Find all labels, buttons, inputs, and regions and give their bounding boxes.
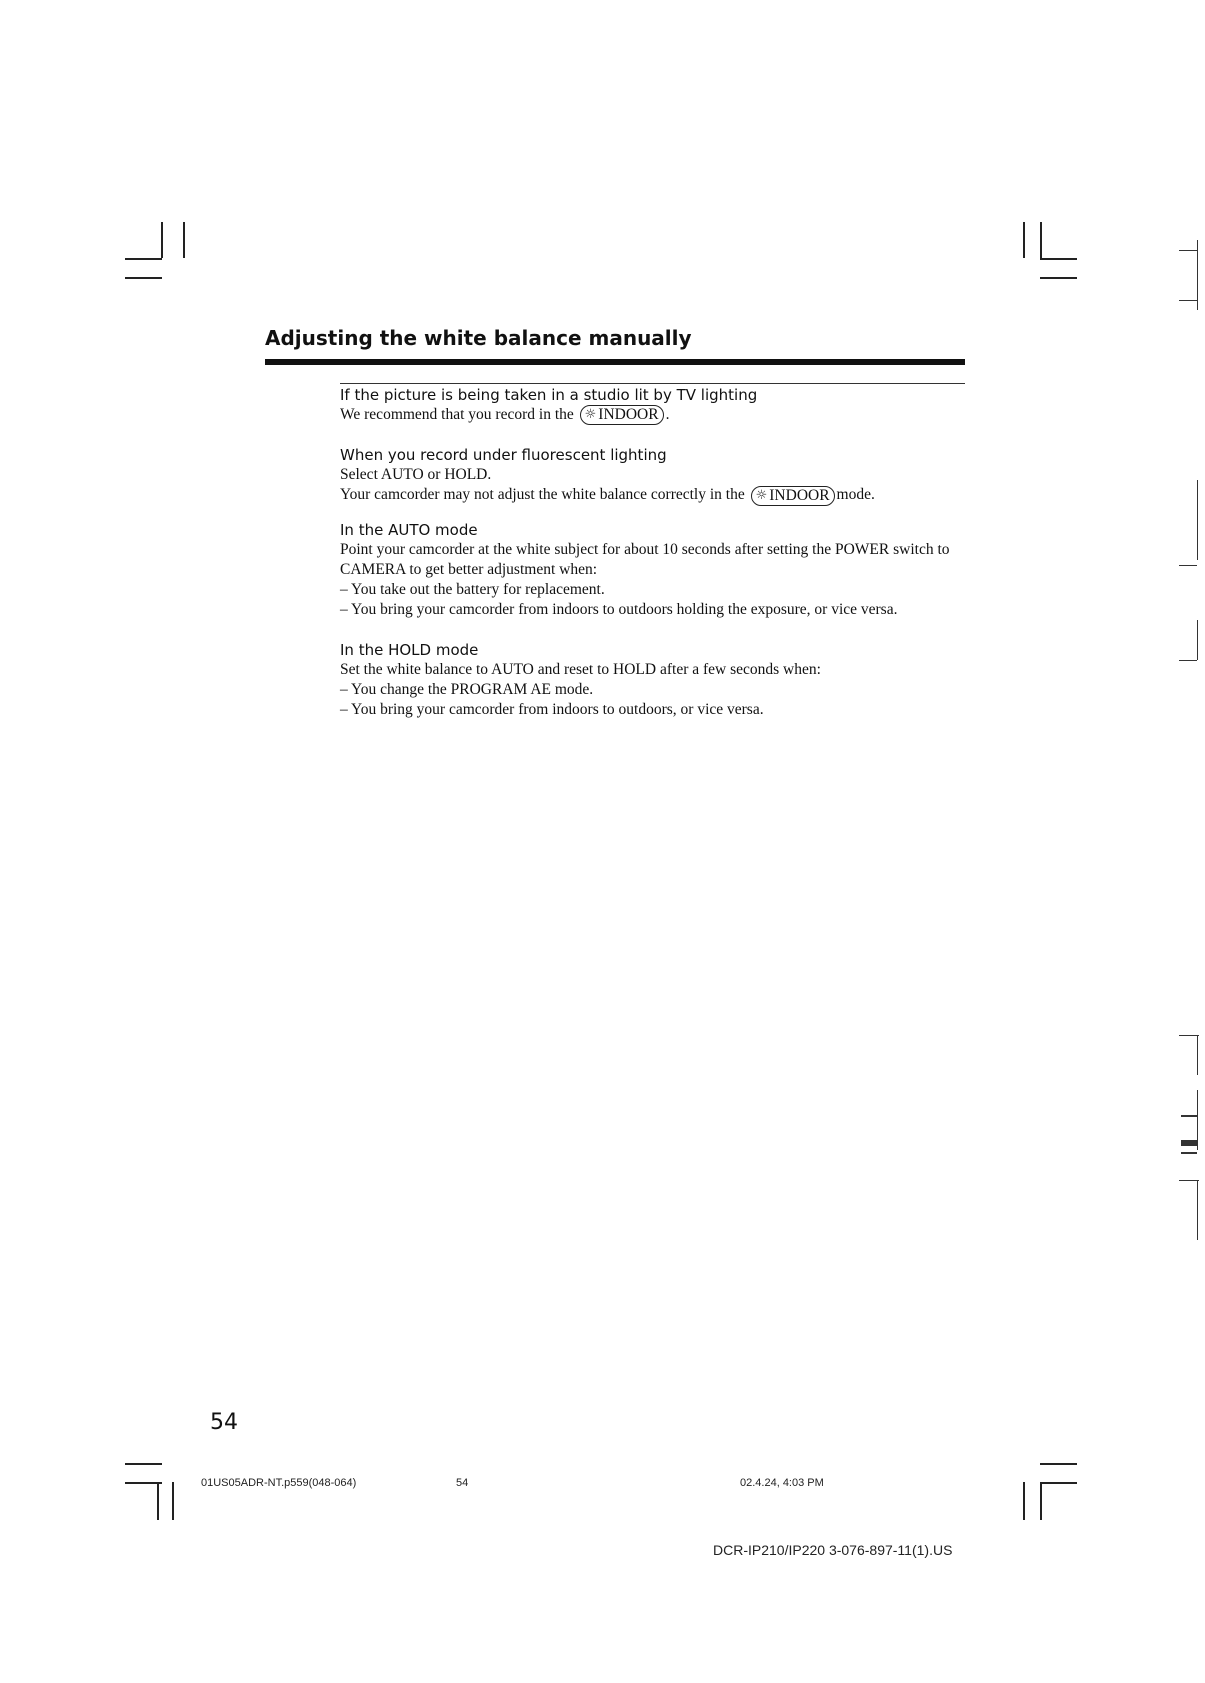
hold-mode-text: Set the white balance to AUTO and reset to HOLD after a few seconds when: — [340, 660, 821, 678]
crop-mark-br-v1 — [1023, 1482, 1025, 1520]
fluorescent-line1: Select AUTO or HOLD. — [340, 466, 492, 484]
auto-mode-item: – You bring your camcorder from indoors to outdoors holding the exposure, or vice versa. — [340, 600, 898, 618]
studio-text-after: . — [665, 406, 670, 423]
auto-mode-text: Point your camcorder at the white subject for about 10 seconds after setting the POWER switch to CAMERA to get better adjustment when: — [340, 540, 950, 578]
model-code: DCR-IP210/IP220 3-076-897-11(1).US — [713, 1542, 953, 1558]
crop-mark-tr-v1 — [1023, 222, 1025, 258]
studio-text-before: We recommend that you record in the — [340, 406, 574, 423]
fluorescent-heading: When you record under fluorescent lighting — [340, 446, 667, 465]
crop-mark-bl-v1 — [157, 1482, 159, 1520]
indoor-mode-icon — [751, 486, 835, 506]
hold-mode-heading: In the HOLD mode — [340, 640, 479, 659]
indoor-mode-label: INDOOR — [598, 406, 659, 424]
fluorescent-line2 — [340, 485, 965, 505]
edge-registration-marks — [1175, 240, 1205, 1260]
content-body — [340, 385, 965, 720]
crop-mark-tl-v1 — [161, 222, 163, 258]
crop-mark-tl-h2 — [125, 277, 162, 279]
crop-mark-tr-v2 — [1040, 222, 1042, 258]
crop-mark-tr-h2 — [1040, 277, 1077, 279]
footer-file-name: 01US05ADR-NT.p559(048-064) — [201, 1477, 357, 1489]
sun-icon: ☼ — [755, 487, 768, 503]
crop-mark-br-v2 — [1040, 1482, 1042, 1520]
auto-mode-item: – You take out the battery for replacement. — [340, 580, 605, 598]
fluorescent-text-after: mode. — [836, 486, 875, 504]
studio-text — [340, 405, 965, 425]
section-rule — [340, 383, 965, 384]
crop-mark-tl-v2 — [183, 222, 185, 258]
hold-mode-item: – You change the PROGRAM AE mode. — [340, 680, 594, 698]
crop-mark-bl-h — [125, 1463, 162, 1465]
hold-mode-item: – You bring your camcorder from indoors to outdoors, or vice versa. — [340, 700, 764, 718]
page-number: 54 — [210, 1410, 238, 1435]
indoor-mode-label: INDOOR — [769, 486, 830, 504]
indoor-mode-icon — [580, 405, 664, 425]
sun-icon: ☼ — [584, 407, 597, 423]
title-rule — [265, 359, 965, 365]
crop-mark-tr-h — [1040, 258, 1077, 260]
fluorescent-text-before: Your camcorder may not adjust the white balance correctly in the — [340, 486, 745, 504]
crop-mark-br-h — [1040, 1463, 1077, 1465]
footer-timestamp: 02.4.24, 4:03 PM — [740, 1477, 824, 1489]
page-title: Adjusting the white balance manually — [265, 326, 692, 350]
auto-mode-heading: In the AUTO mode — [340, 520, 478, 539]
crop-mark-tl-h — [125, 258, 162, 260]
studio-heading: If the picture is being taken in a studio lit by TV lighting — [340, 386, 758, 404]
crop-mark-bl-v2 — [172, 1482, 174, 1520]
crop-mark-br-h2 — [1040, 1482, 1077, 1484]
footer-page: 54 — [456, 1477, 469, 1489]
